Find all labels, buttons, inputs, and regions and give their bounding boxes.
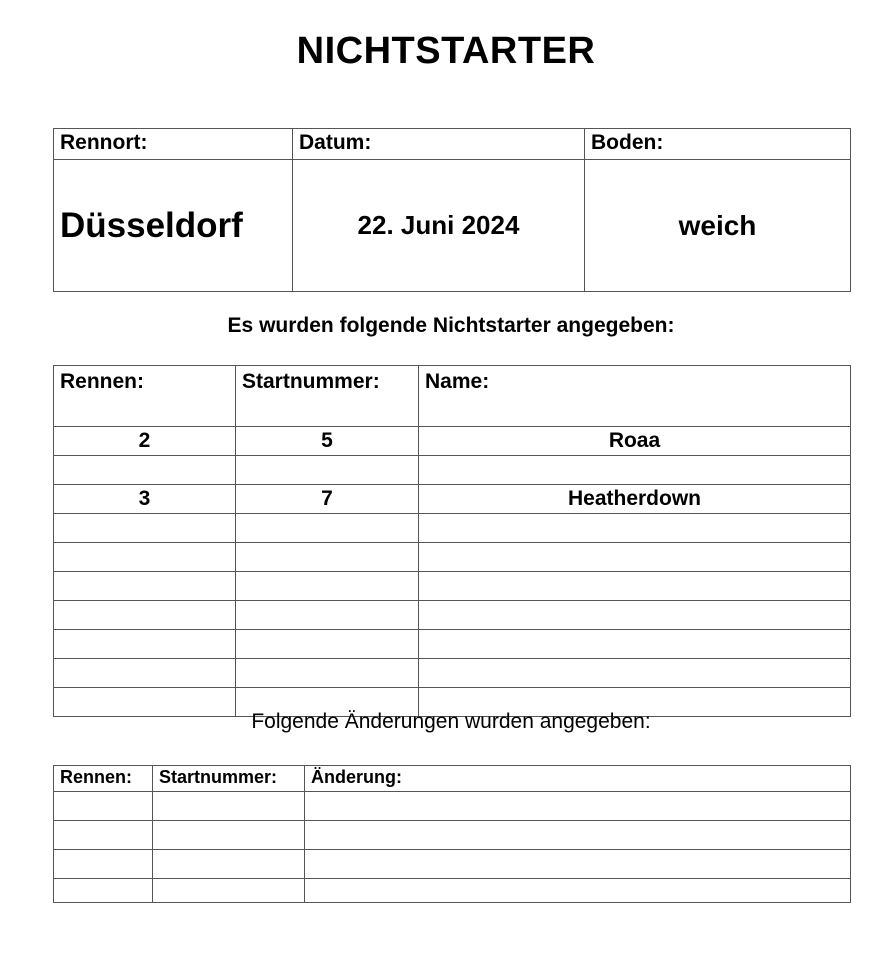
rennen-cell (54, 879, 153, 903)
table-row (54, 630, 851, 659)
startnummer-cell (236, 514, 419, 543)
column-header-startnummer: Startnummer: (236, 366, 419, 427)
startnummer-cell (236, 572, 419, 601)
table-row (54, 485, 851, 514)
startnummer-cell (153, 850, 305, 879)
startnummer-cell: 7 (236, 485, 419, 514)
datum-label: Datum: (293, 129, 585, 160)
aenderungen-table (53, 765, 851, 903)
startnummer-cell: 5 (236, 427, 419, 456)
name-cell (419, 601, 851, 630)
aenderungen-heading: Folgende Änderungen wurden angegeben: (251, 710, 651, 733)
rennort-value: Düsseldorf (54, 160, 293, 292)
race-info-value-row (54, 160, 851, 292)
aenderung-cell (305, 792, 851, 821)
name-cell (419, 659, 851, 688)
startnummer-cell (236, 543, 419, 572)
rennen-cell (54, 630, 236, 659)
aenderungen-header-row (54, 766, 851, 792)
rennort-label: Rennort: (54, 129, 293, 160)
startnummer-cell (236, 630, 419, 659)
table-row (54, 514, 851, 543)
page-title: NICHTSTARTER (296, 30, 596, 72)
boden-label: Boden: (585, 129, 851, 160)
table-row (54, 879, 851, 903)
column-header-startnummer: Startnummer: (153, 766, 305, 792)
rennen-cell: 2 (54, 427, 236, 456)
rennen-cell: 3 (54, 485, 236, 514)
table-row (54, 456, 851, 485)
race-info-table (53, 128, 851, 292)
name-cell (419, 630, 851, 659)
rennen-cell (54, 514, 236, 543)
aenderung-cell (305, 821, 851, 850)
table-row (54, 659, 851, 688)
table-row (54, 572, 851, 601)
rennen-cell (54, 850, 153, 879)
column-header-rennen: Rennen: (54, 766, 153, 792)
rennen-cell (54, 601, 236, 630)
table-row (54, 821, 851, 850)
rennen-cell (54, 821, 153, 850)
boden-value: weich (585, 160, 851, 292)
nichtstarter-heading: Es wurden folgende Nichtstarter angegeben: (227, 314, 675, 337)
rennen-cell (54, 572, 236, 601)
startnummer-cell (236, 659, 419, 688)
aenderung-cell (305, 879, 851, 903)
nichtstarter-table (53, 365, 851, 717)
table-row (54, 601, 851, 630)
name-cell: Heatherdown (419, 485, 851, 514)
rennen-cell (54, 792, 153, 821)
race-info-header-row (54, 129, 851, 160)
table-row (54, 543, 851, 572)
column-header-aenderung: Änderung: (305, 766, 851, 792)
name-cell (419, 456, 851, 485)
startnummer-cell (153, 879, 305, 903)
startnummer-cell (153, 821, 305, 850)
name-cell (419, 514, 851, 543)
column-header-name: Name: (419, 366, 851, 427)
rennen-cell (54, 659, 236, 688)
table-row (54, 850, 851, 879)
rennen-cell (54, 456, 236, 485)
aenderung-cell (305, 850, 851, 879)
table-row (54, 427, 851, 456)
name-cell (419, 572, 851, 601)
datum-value: 22. Juni 2024 (293, 160, 585, 292)
rennen-cell (54, 543, 236, 572)
column-header-rennen: Rennen: (54, 366, 236, 427)
name-cell (419, 543, 851, 572)
startnummer-cell (236, 456, 419, 485)
table-row (54, 792, 851, 821)
startnummer-cell (236, 601, 419, 630)
nichtstarter-header-row (54, 366, 851, 427)
startnummer-cell (153, 792, 305, 821)
name-cell: Roaa (419, 427, 851, 456)
